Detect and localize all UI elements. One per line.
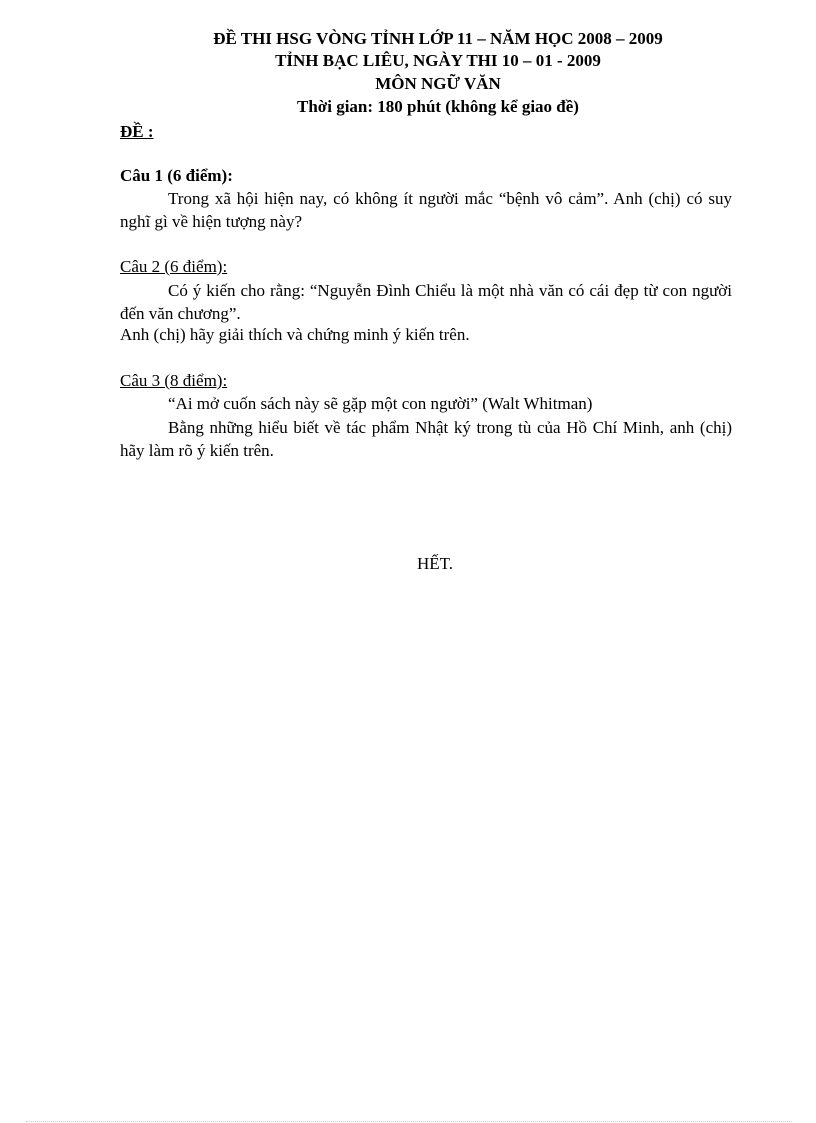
- question-3-title: Câu 3 (8 điểm):: [120, 371, 228, 390]
- question-1-text: Trong xã hội hiện nay, có không ít người mắc “bệnh vô cảm”. Anh (chị) có suy nghĩ gì về hiện tượng này?: [120, 189, 732, 231]
- end-marker: HẾT.: [417, 554, 454, 573]
- question-3-task: Bằng những hiểu biết về tác phẩm Nhật ký trong tù của Hồ Chí Minh, anh (chị) hãy làm rõ ý kiến trên.: [120, 418, 732, 460]
- question-3-quote: “Ai mở cuốn sách này sẽ gặp một con người” (Walt Whitman): [168, 394, 593, 413]
- exam-province-date: TỈNH BẠC LIÊU, NGÀY THI 10 – 01 - 2009: [275, 51, 601, 70]
- question-2-title: Câu 2 (6 điểm):: [120, 257, 228, 276]
- page-bottom-divider: [26, 1121, 792, 1122]
- exam-subject: MÔN NGỮ VĂN: [375, 74, 501, 93]
- exam-title: ĐỀ THI HSG VÒNG TỈNH LỚP 11 – NĂM HỌC 2008 – 2009: [213, 29, 663, 48]
- question-2-task: Anh (chị) hãy giải thích và chứng minh ý kiến trên.: [120, 325, 470, 344]
- question-1-title: Câu 1 (6 điểm):: [120, 166, 233, 185]
- exam-duration: Thời gian: 180 phút (không kể giao đề): [297, 97, 579, 116]
- exam-label: ĐỀ :: [120, 122, 154, 141]
- question-2-text: Có ý kiến cho rằng: “Nguyễn Đình Chiểu là một nhà văn có cái đẹp từ con người đến văn chương”.: [120, 281, 732, 323]
